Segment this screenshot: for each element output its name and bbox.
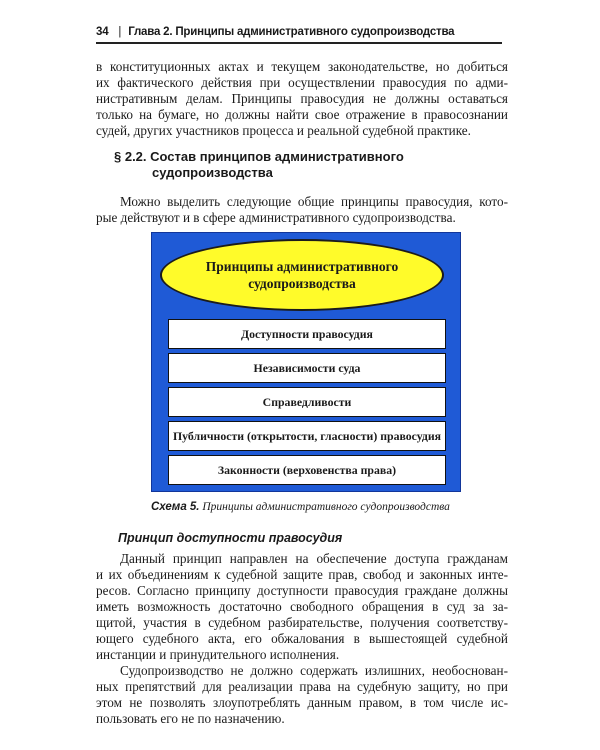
text-line: ных препятствий для реализации права на судебную защиту, но при bbox=[96, 679, 508, 694]
text-line: этом не позволять злоупотреблять данным правом, в том числе ис- bbox=[96, 695, 508, 710]
lead-paragraph bbox=[96, 194, 508, 226]
figure-caption bbox=[151, 501, 491, 513]
diagram-item-label: Законности (верховенства права) bbox=[217, 462, 397, 477]
text-line: Можно выделить следующие общие принципы правосудия, кото- bbox=[120, 194, 508, 209]
body-paragraph-1 bbox=[96, 551, 508, 663]
diagram-item bbox=[168, 319, 446, 349]
header-separator: | bbox=[118, 26, 122, 38]
diagram-title-oval bbox=[160, 239, 444, 311]
text-line: ющего судебного акта, его обжалования в вышестоящей судебной bbox=[96, 631, 508, 646]
running-header bbox=[96, 22, 502, 42]
text-line: в конституционных актах и текущем законодательстве, но добиться bbox=[96, 59, 508, 74]
text-line: их фактического действия при осуществлении правосудия по адми- bbox=[96, 75, 508, 90]
section-title-line: судопроизводства bbox=[152, 165, 273, 180]
section-heading bbox=[114, 149, 494, 181]
subheading: Принцип доступности правосудия bbox=[118, 531, 343, 545]
text-line: Судопроизводство не должно содержать излишних, необоснован- bbox=[120, 663, 508, 678]
text-line: иметь возможность достаточно свободного обращения в суд за за- bbox=[96, 599, 508, 614]
diagram-item-label: Публичности (открытости, гласности) правосудия bbox=[172, 428, 442, 443]
text-line: рые действуют и в сфере административного судопроизводства. bbox=[96, 210, 456, 225]
text-line: щитой, участия в судебном разбирательстве, получения соответству- bbox=[96, 615, 508, 630]
diagram-item-label: Справедливости bbox=[262, 394, 352, 409]
text-line: судей, других участников процесса и реальной судебной практике. bbox=[96, 123, 471, 138]
diagram-item bbox=[168, 353, 446, 383]
header-rule bbox=[96, 42, 502, 44]
caption-text: Принципы административного судопроизводства bbox=[202, 501, 450, 513]
diagram-item-label: Доступности правосудия bbox=[241, 326, 373, 341]
chapter-title: Глава 2. Принципы административного судопроизводства bbox=[128, 26, 455, 38]
text-line: только на бумаге, но должны найти свое отражение в правосознании bbox=[96, 107, 508, 122]
principles-diagram bbox=[151, 232, 461, 492]
page-number: 34 bbox=[96, 26, 109, 38]
diagram-item bbox=[168, 455, 446, 485]
diagram-item bbox=[168, 421, 446, 451]
text-line: Данный принцип направлен на обеспечение доступа гражданам bbox=[120, 551, 508, 566]
text-line: нистративным делам. Принципы правосудия не должны оставаться bbox=[96, 91, 508, 106]
diagram-title: Принципы административного судопроизводства bbox=[205, 259, 399, 291]
text-line: пользовать его не по назначению. bbox=[96, 711, 285, 726]
text-line: ресов. Согласно принципу доступности правосудия граждане должны bbox=[96, 583, 508, 598]
section-title-line: § 2.2. Состав принципов административного bbox=[114, 149, 404, 164]
diagram-item-label: Независимости суда bbox=[253, 360, 361, 375]
intro-paragraph bbox=[96, 59, 508, 139]
text-line: инстанции и принудительного исполнения. bbox=[96, 647, 340, 662]
text-line: и их объединениям к судебной защите прав, свобод и законных инте- bbox=[96, 567, 508, 582]
caption-label: Схема 5. bbox=[151, 501, 200, 513]
diagram-item bbox=[168, 387, 446, 417]
body-paragraph-2 bbox=[96, 663, 508, 727]
